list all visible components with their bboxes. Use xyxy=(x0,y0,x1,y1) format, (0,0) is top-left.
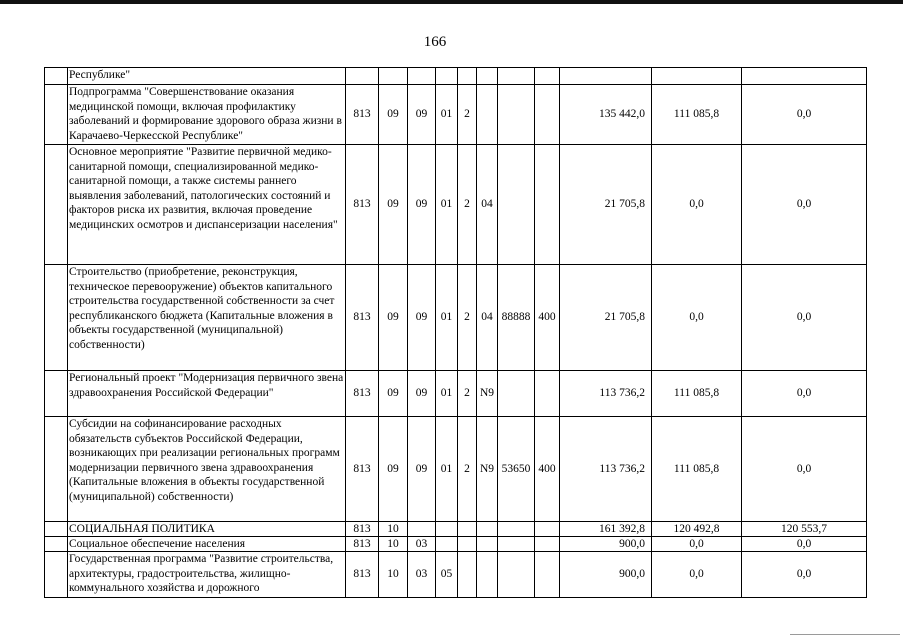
ministry-code: 813 xyxy=(346,537,379,552)
amount-year-2: 0,0 xyxy=(652,552,742,598)
row-name: Основное мероприятие "Развитие первичной медико-санитарной помощи, специализированной медико-санитарной помощи, а также системы раннего выявления заболеваний, патологических состояний и факторов риска их развития, включая проведение медицинских осмотров и диспансеризации населения" xyxy=(68,145,346,265)
section-code: 09 xyxy=(379,417,408,522)
ministry-code: 813 xyxy=(346,85,379,145)
subsection-code: 09 xyxy=(408,371,436,417)
table-row xyxy=(45,265,867,371)
direction-code xyxy=(498,552,535,598)
subprogram-code: 2 xyxy=(458,85,477,145)
table-row xyxy=(45,417,867,522)
amount-year-3: 0,0 xyxy=(742,85,867,145)
amount-year-1: 113 736,2 xyxy=(560,371,652,417)
amount-year-2 xyxy=(652,68,742,85)
program-code: 01 xyxy=(436,371,458,417)
program-code: 05 xyxy=(436,552,458,598)
row-name: Государственная программа "Развитие строительства, архитектуры, градостроительства, жилищно-коммунального хозяйства и дорожного xyxy=(68,552,346,598)
section-code: 09 xyxy=(379,265,408,371)
program-code xyxy=(436,537,458,552)
row-number-cell xyxy=(45,537,68,552)
row-number-cell xyxy=(45,371,68,417)
direction-code xyxy=(498,371,535,417)
table-row xyxy=(45,145,867,265)
section-code: 09 xyxy=(379,85,408,145)
subsection-code: 09 xyxy=(408,145,436,265)
direction-code xyxy=(498,537,535,552)
subprogram-code xyxy=(458,552,477,598)
section-code: 09 xyxy=(379,371,408,417)
direction-code xyxy=(498,68,535,85)
direction-code: 53650 xyxy=(498,417,535,522)
section-code: 09 xyxy=(379,145,408,265)
event-code xyxy=(477,68,498,85)
row-number-cell xyxy=(45,417,68,522)
row-number-cell xyxy=(45,552,68,598)
amount-year-1: 21 705,8 xyxy=(560,265,652,371)
ministry-code: 813 xyxy=(346,522,379,537)
program-code xyxy=(436,522,458,537)
expense-type-code xyxy=(535,552,560,598)
subprogram-code xyxy=(458,68,477,85)
subprogram-code: 2 xyxy=(458,145,477,265)
amount-year-2: 111 085,8 xyxy=(652,85,742,145)
section-code: 10 xyxy=(379,552,408,598)
event-code xyxy=(477,522,498,537)
row-name: Республике" xyxy=(68,68,346,85)
ministry-code: 813 xyxy=(346,417,379,522)
amount-year-2: 0,0 xyxy=(652,265,742,371)
amount-year-3: 0,0 xyxy=(742,417,867,522)
table-row xyxy=(45,537,867,552)
expense-type-code xyxy=(535,145,560,265)
ministry-code: 813 xyxy=(346,552,379,598)
amount-year-2: 120 492,8 xyxy=(652,522,742,537)
scan-edge-line xyxy=(790,634,900,635)
amount-year-1: 900,0 xyxy=(560,552,652,598)
subsection-code: 03 xyxy=(408,552,436,598)
amount-year-3 xyxy=(742,68,867,85)
subprogram-code xyxy=(458,522,477,537)
event-code: N9 xyxy=(477,417,498,522)
expense-type-code xyxy=(535,522,560,537)
amount-year-3: 0,0 xyxy=(742,537,867,552)
amount-year-3: 0,0 xyxy=(742,371,867,417)
amount-year-2: 111 085,8 xyxy=(652,417,742,522)
row-name: Социальное обеспечение населения xyxy=(68,537,346,552)
subsection-code: 09 xyxy=(408,85,436,145)
top-border-line xyxy=(0,0,903,4)
program-code xyxy=(436,68,458,85)
amount-year-1: 113 736,2 xyxy=(560,417,652,522)
table-row xyxy=(45,552,867,598)
row-name: Региональный проект "Модернизация первичного звена здравоохранения Российской Федерации" xyxy=(68,371,346,417)
subprogram-code: 2 xyxy=(458,417,477,522)
amount-year-1: 900,0 xyxy=(560,537,652,552)
amount-year-1: 135 442,0 xyxy=(560,85,652,145)
table-row xyxy=(45,522,867,537)
expense-type-code xyxy=(535,537,560,552)
amount-year-1: 21 705,8 xyxy=(560,145,652,265)
event-code: 04 xyxy=(477,145,498,265)
direction-code xyxy=(498,85,535,145)
section-code: 10 xyxy=(379,522,408,537)
row-number-cell xyxy=(45,145,68,265)
row-number-cell xyxy=(45,522,68,537)
subsection-code xyxy=(408,68,436,85)
ministry-code: 813 xyxy=(346,371,379,417)
ministry-code xyxy=(346,68,379,85)
direction-code xyxy=(498,145,535,265)
table-row xyxy=(45,85,867,145)
amount-year-1: 161 392,8 xyxy=(560,522,652,537)
subsection-code: 09 xyxy=(408,417,436,522)
event-code: N9 xyxy=(477,371,498,417)
expense-type-code: 400 xyxy=(535,265,560,371)
subprogram-code xyxy=(458,537,477,552)
subprogram-code: 2 xyxy=(458,265,477,371)
section-code xyxy=(379,68,408,85)
table-row xyxy=(45,371,867,417)
page-number: 166 xyxy=(423,34,447,50)
event-code xyxy=(477,85,498,145)
amount-year-2: 111 085,8 xyxy=(652,371,742,417)
expense-type-code xyxy=(535,85,560,145)
expense-type-code: 400 xyxy=(535,417,560,522)
event-code xyxy=(477,537,498,552)
amount-year-1 xyxy=(560,68,652,85)
amount-year-3: 0,0 xyxy=(742,552,867,598)
ministry-code: 813 xyxy=(346,145,379,265)
expense-type-code xyxy=(535,371,560,417)
ministry-code: 813 xyxy=(346,265,379,371)
program-code: 01 xyxy=(436,417,458,522)
subsection-code: 03 xyxy=(408,537,436,552)
direction-code xyxy=(498,522,535,537)
row-number-cell xyxy=(45,85,68,145)
section-code: 10 xyxy=(379,537,408,552)
budget-table xyxy=(44,67,867,598)
table-row xyxy=(45,68,867,85)
subsection-code: 09 xyxy=(408,265,436,371)
program-code: 01 xyxy=(436,145,458,265)
direction-code: 88888 xyxy=(498,265,535,371)
program-code: 01 xyxy=(436,265,458,371)
amount-year-3: 0,0 xyxy=(742,265,867,371)
row-name: СОЦИАЛЬНАЯ ПОЛИТИКА xyxy=(68,522,346,537)
event-code xyxy=(477,552,498,598)
amount-year-3: 120 553,7 xyxy=(742,522,867,537)
row-number-cell xyxy=(45,68,68,85)
row-name: Строительство (приобретение, реконструкция, техническое перевооружение) объектов капитального строительства государственной собственности за счет республиканского бюджета (Капитальные вложения в объекты государственной (муниципальной) собственности) xyxy=(68,265,346,371)
amount-year-3: 0,0 xyxy=(742,145,867,265)
row-name: Субсидии на софинансирование расходных обязательств субъектов Российской Федерации, возникающих при реализации региональных программ модернизации первичного звена здравоохранения (Капитальные вложения в объекты государственной (муниципальной) собственности) xyxy=(68,417,346,522)
amount-year-2: 0,0 xyxy=(652,537,742,552)
subsection-code xyxy=(408,522,436,537)
row-name: Подпрограмма "Совершенствование оказания медицинской помощи, включая профилактику заболеваний и формирование здорового образа жизни в Карачаево-Черкесской Республике" xyxy=(68,85,346,145)
amount-year-2: 0,0 xyxy=(652,145,742,265)
program-code: 01 xyxy=(436,85,458,145)
row-number-cell xyxy=(45,265,68,371)
expense-type-code xyxy=(535,68,560,85)
subprogram-code: 2 xyxy=(458,371,477,417)
event-code: 04 xyxy=(477,265,498,371)
